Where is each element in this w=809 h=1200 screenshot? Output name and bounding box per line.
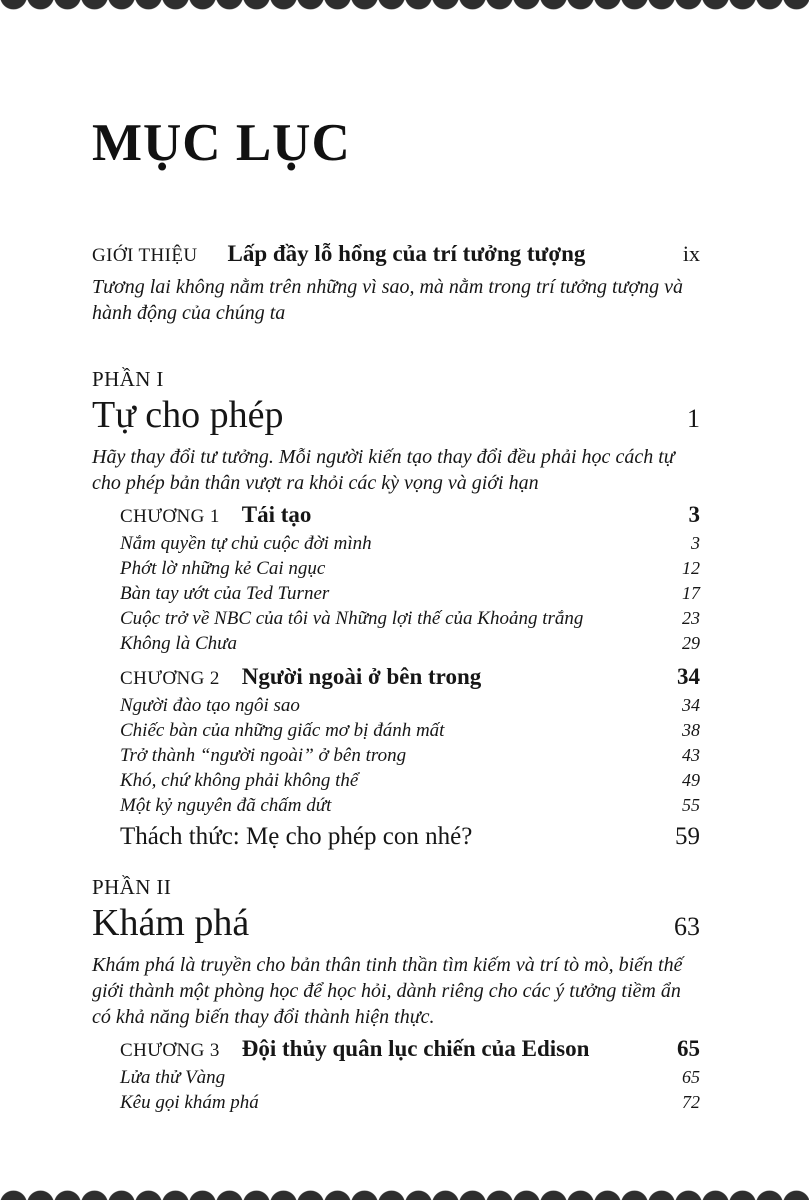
item-page-number: 55 [682,795,700,815]
part1-page-number: 1 [687,404,700,433]
toc-entry-chapter2 [120,664,700,693]
part2-title: Khám phá [92,902,250,944]
chapter3-title: Đội thủy quân lục chiến của Edison [241,1036,590,1061]
chapter3-block [92,1036,700,1115]
challenge-title: Thách thức: Mẹ cho phép con nhé? [120,823,473,850]
toc-entry-challenge [92,822,700,852]
toc-item [120,768,700,793]
item-page-number: 23 [682,608,700,628]
part2-label: PHẦN II [92,875,172,899]
part2-description: Khám phá là truyền cho bản thân tinh thần tìm kiếm và trí tò mò, biến thế giới thành một phòng học để học hỏi, dành riêng cho các ý tưởng tiềm ẩn có khả năng biến thay đổi thành hiện thực. [92,954,683,1028]
item-page-number: 38 [682,720,700,740]
toc-item [120,1065,700,1090]
item-title: Trở thành “người ngoài” ở bên trong [120,745,407,766]
chapter2-title: Người ngoài ở bên trong [241,664,482,689]
chapter3-entry-left [120,1036,589,1065]
item-title: Chiếc bàn của những giấc mơ bị đánh mất [120,720,445,741]
item-page-number: 3 [691,533,700,553]
toc-entry-part1 [92,394,700,440]
toc-entry-introduction [92,240,700,270]
toc-entry-chapter3 [120,1036,700,1065]
chapter1-title: Tái tạo [241,502,312,527]
item-title: Phớt lờ những kẻ Cai ngục [120,558,326,579]
chapter1-entry-left [120,502,311,531]
item-title: Kêu gọi khám phá [120,1092,259,1113]
intro-title: Lấp đầy lỗ hổng của trí tưởng tượng [227,241,586,266]
item-title: Lửa thử Vàng [120,1067,226,1088]
intro-label: GIỚI THIỆU [92,245,198,266]
page-title: MỤC LỤC [92,114,351,172]
decorative-border-bottom-icon [0,1184,809,1200]
chapter1-page-number: 3 [688,502,700,527]
item-page-number: 65 [682,1067,700,1087]
toc-item [120,718,700,743]
toc-item [120,581,700,606]
item-title: Người đào tạo ngôi sao [120,695,300,716]
item-page-number: 17 [682,583,700,603]
toc-item [120,793,700,818]
intro-page-number: ix [682,241,700,266]
toc-content [92,0,700,1115]
part2-page-number: 63 [674,912,700,941]
part1-label: PHẦN I [92,367,164,391]
item-title: Nắm quyền tự chủ cuộc đời mình [120,533,372,554]
toc-entry-part2 [92,902,700,948]
chapter3-page-number: 65 [677,1036,700,1061]
chapter1-block [92,502,700,656]
item-page-number: 49 [682,770,700,790]
toc-item [120,531,700,556]
intro-entry-left [92,240,585,270]
toc-item [120,743,700,768]
chapter1-label: CHƯƠNG 1 [120,506,220,527]
toc-item [120,606,700,631]
item-title: Bàn tay ướt của Ted Turner [120,583,330,604]
challenge-page-number: 59 [675,823,700,850]
chapter2-label: CHƯƠNG 2 [120,668,220,689]
item-title: Một kỷ nguyên đã chấm dứt [120,795,332,816]
item-page-number: 34 [682,695,700,715]
toc-item [120,556,700,581]
item-page-number: 29 [682,633,700,653]
toc-entry-chapter1 [120,502,700,531]
part1-description: Hãy thay đổi tư tưởng. Mỗi người kiến tạo thay đổi đều phải học cách tự cho phép bản thân vượt ra khỏi các kỳ vọng và giới hạn [92,446,675,494]
item-title: Khó, chứ không phải không thể [120,770,359,791]
item-title: Cuộc trở về NBC của tôi và Những lợi thế của Khoảng trắng [120,608,584,629]
toc-item [120,1090,700,1115]
toc-item [120,631,700,656]
chapter2-page-number: 34 [677,664,700,689]
item-title: Không là Chưa [120,633,237,654]
item-page-number: 12 [682,558,700,578]
toc-item [120,693,700,718]
item-page-number: 43 [682,745,700,765]
part1-title: Tự cho phép [92,394,284,436]
chapter2-block [92,664,700,818]
chapter3-label: CHƯƠNG 3 [120,1040,220,1061]
intro-description: Tương lai không nằm trên những vì sao, mà nằm trong trí tưởng tượng và hành động của chúng ta [92,276,684,324]
item-page-number: 72 [682,1092,700,1112]
chapter2-entry-left [120,664,481,693]
